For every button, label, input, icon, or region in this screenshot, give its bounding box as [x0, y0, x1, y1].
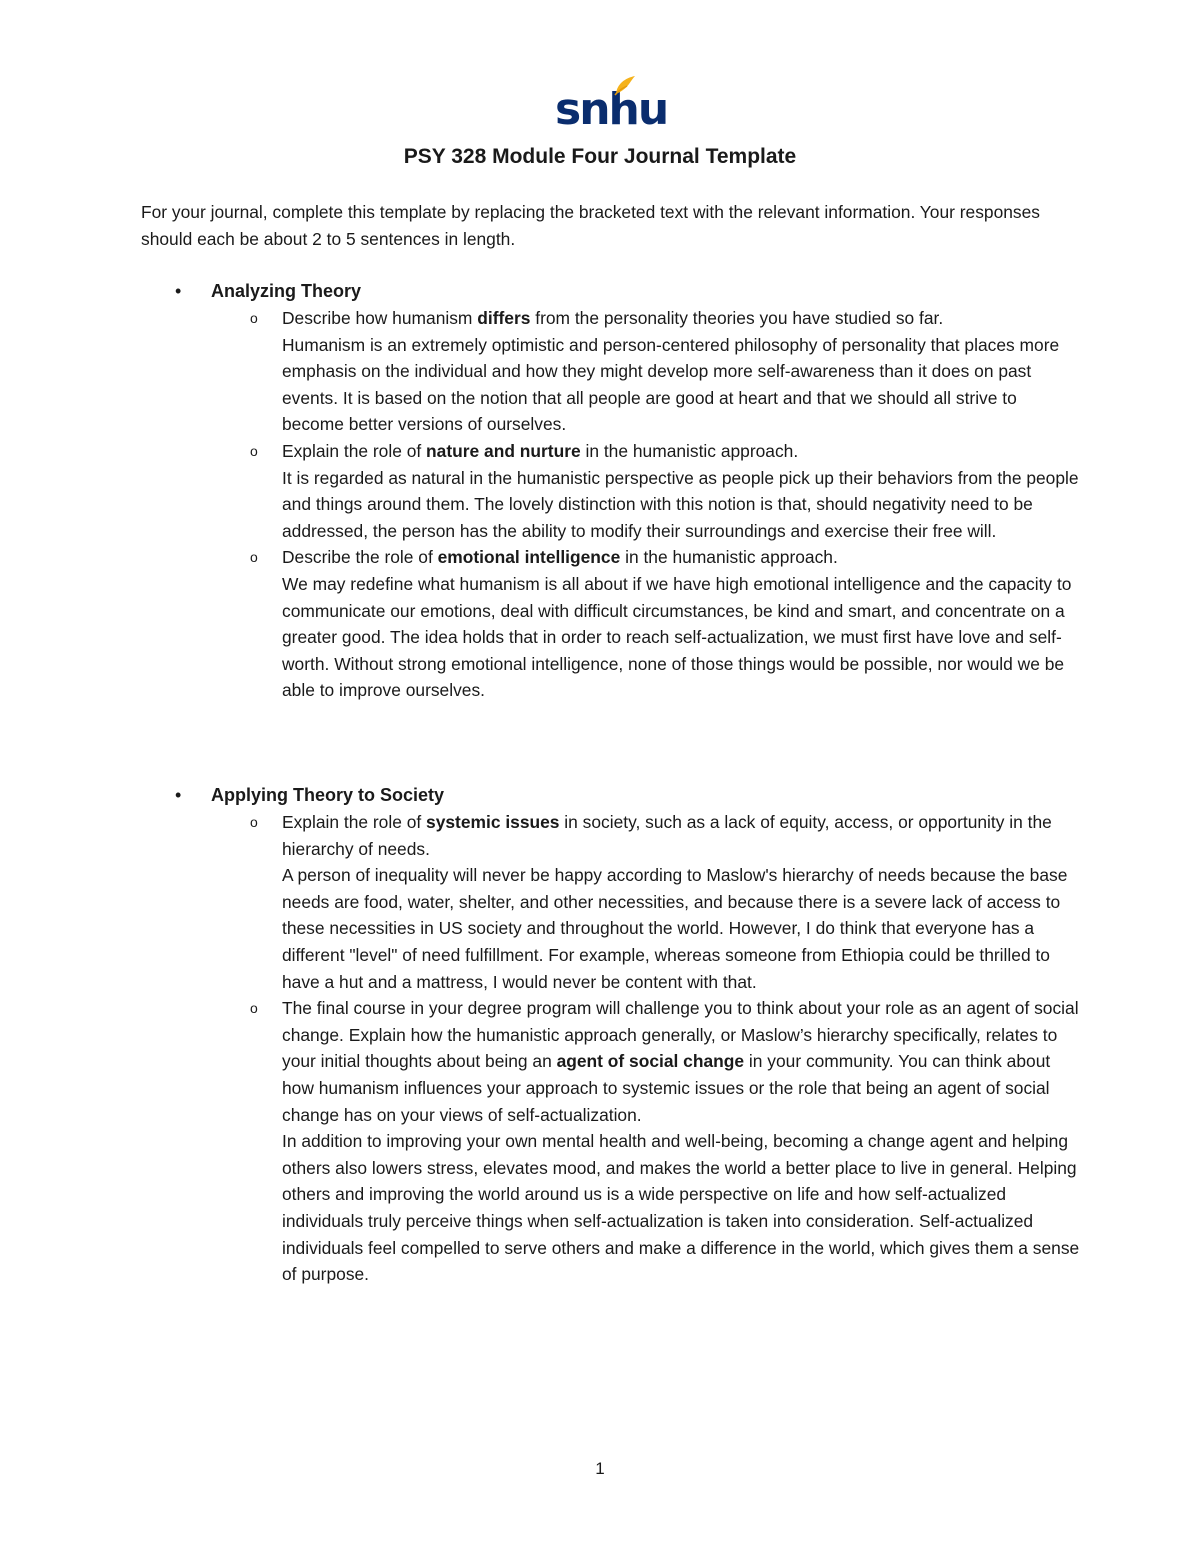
sub-bullet-marker: o [250, 1000, 258, 1017]
sub-bullet-marker: o [250, 549, 258, 566]
section-heading [141, 782, 1081, 809]
answer-text: Humanism is an extremely optimistic and person-centered philosophy of personality that places more emphasis on the individual and how they might develop more self-awareness than it does on past events. It is based on the notion that all people are good at heart and that we should all strive to become better versions of ourselves. [282, 334, 1060, 435]
section-analyzing-theory [141, 278, 1081, 704]
page-title: PSY 328 Module Four Journal Template [403, 145, 797, 168]
question-text: Describe how humanism differs from the personality theories you have studied so far. [282, 308, 944, 328]
list-item [141, 995, 1081, 1288]
question-list [141, 809, 1081, 1288]
logo-wordmark: snhu [555, 84, 668, 135]
bullet-marker: • [175, 281, 182, 301]
bullet-marker: • [175, 785, 182, 805]
question-keyword: emotional intelligence [437, 547, 621, 568]
question-keyword: systemic issues [426, 812, 560, 832]
answer-text: We may redefine what humanism is all about if we have high emotional intelligence and the capacity to communicate our emotions, deal with difficult circumstances, be kind and smart, and concentrate on a greater good. The idea holds that in order to reach self-actualization, we must first have love and self-worth. Without strong emotional intelligence, none of those things would be possible, nor would we be able to improve ourselves. [282, 573, 1072, 701]
list-item [141, 544, 1081, 704]
question-text: Describe the role of emotional intelligence in the humanistic approach. [282, 547, 838, 568]
sub-bullet-marker: o [250, 814, 258, 830]
question-keyword: agent of social change [556, 1051, 745, 1072]
answer-text: It is regarded as natural in the humanistic perspective as people pick up their behaviors from the people and things around them. The lovely distinction with this notion is that, should negativity need to be addressed, the person has the ability to modify their surroundings and exercise their free will. [282, 467, 1079, 541]
page-number: 1 [595, 1459, 605, 1478]
question-text: Explain the role of nature and nurture in the humanistic approach. [282, 440, 799, 461]
snhu-logo [555, 74, 668, 135]
sub-bullet-marker: o [250, 442, 258, 459]
list-item [141, 305, 1081, 438]
flame-leaf-icon [613, 74, 637, 96]
question-text: The final course in your degree program will challenge you to think about your role as an agent of social change. Explain how the humanistic approach generally, or Maslow’s hierarchy specifically, relates to your initial thoughts about being an agent of social change in your community. You can think about how humanism influences your approach to systemic issues or the role that being an agent of social change has on your views of self-actualization. [282, 998, 1079, 1125]
list-item [141, 809, 1081, 995]
section-heading [141, 278, 1081, 305]
question-list [141, 305, 1081, 704]
sub-bullet-marker: o [250, 310, 258, 326]
answer-text: In addition to improving your own mental health and well-being, becoming a change agent and helping others also lowers stress, elevates mood, and makes the world a better place to live in general. Helping others and improving the world around us is a wide perspective on life and how self-actualized individuals truly perceive things when self-actualization is taken into consideration. Self-actualized individuals feel compelled to serve others and make a difference in the world, which gives them a sense of purpose. [282, 1131, 1080, 1285]
section-heading-text: Applying Theory to Society [211, 785, 445, 805]
question-keyword: nature and nurture [426, 440, 581, 461]
question-keyword: differs [477, 308, 531, 328]
section-heading-text: Analyzing Theory [211, 281, 362, 301]
intro-paragraph: For your journal, complete this template by replacing the bracketed text with the relevant information. Your responses should each be about 2 to 5 sentences in length. [141, 202, 1040, 249]
answer-text: A person of inequality will never be happy according to Maslow's hierarchy of needs because the base needs are food, water, shelter, and other necessities, and because there is a severe lack of access to these necessities in US society and throughout the world. However, I do think that everyone has a different "level" of need fulfillment. For example, whereas someone from Ethiopia could be thrilled to have a hut and a mattress, I would never be content with that. [282, 865, 1068, 992]
section-applying-theory [141, 782, 1081, 1288]
list-item [141, 438, 1081, 544]
question-text: Explain the role of systemic issues in society, such as a lack of equity, access, or opportunity in the hierarchy of needs. [282, 812, 1052, 859]
